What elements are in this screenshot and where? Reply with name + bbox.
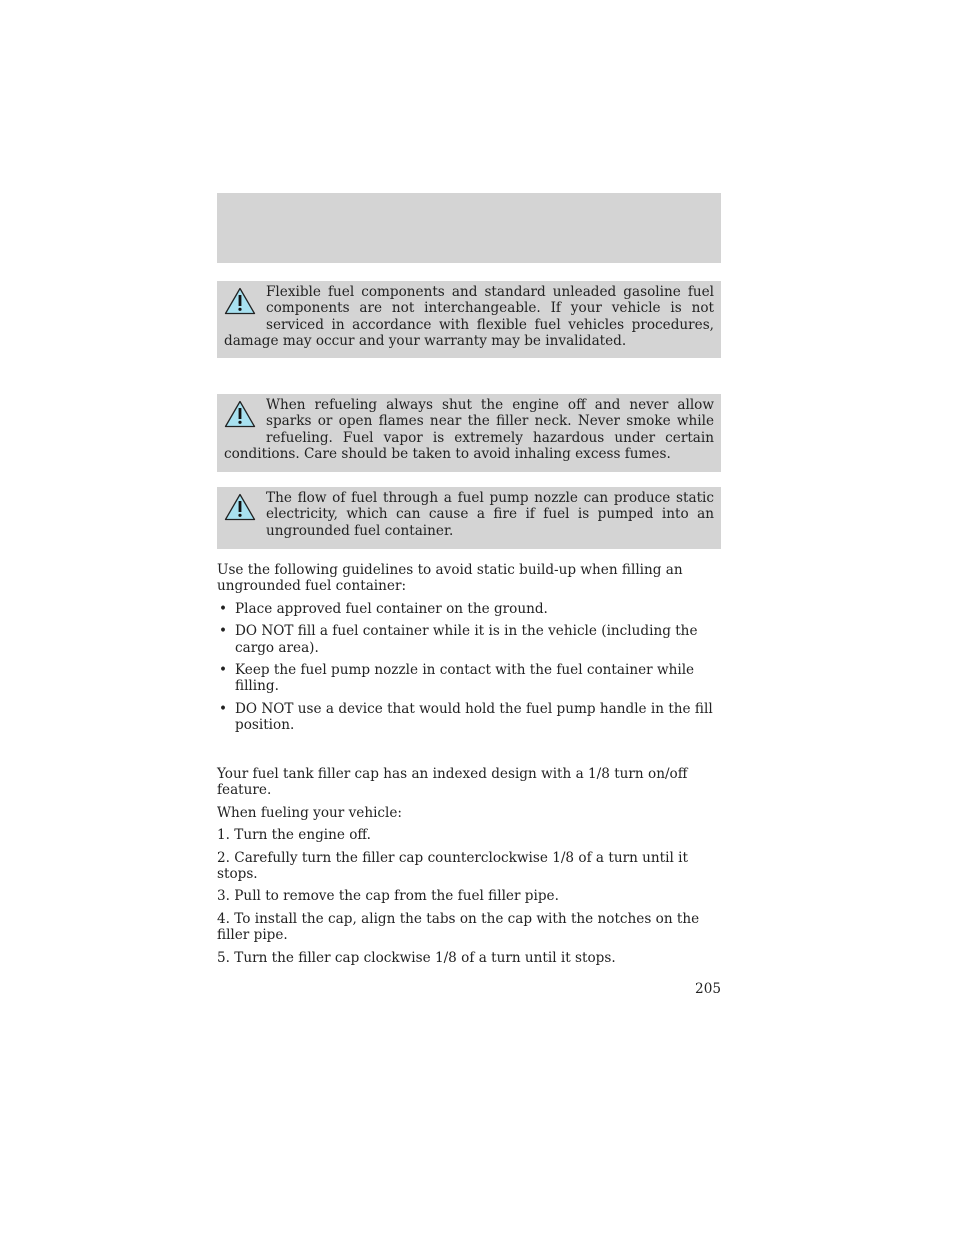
warning-triangle-icon xyxy=(224,493,256,523)
step-item: 3. Pull to remove the cap from the fuel filler pipe. xyxy=(217,888,559,905)
warning-text: The flow of fuel through a fuel pump nozzle can produce static electricity, which can cause a fire if fuel is pumped into an ungrounded fuel container. xyxy=(266,490,714,539)
step-item: 1. Turn the engine off. xyxy=(217,827,371,844)
warning-box-static xyxy=(217,487,721,549)
section-header-band xyxy=(217,193,721,263)
warning-triangle-icon xyxy=(224,287,256,317)
step-item: 5. Turn the filler cap clockwise 1/8 of a turn until it stops. xyxy=(217,949,616,966)
static-guidelines-section xyxy=(217,562,721,740)
static-intro: Use the following guidelines to avoid static build-up when filling an ungrounded fuel container: xyxy=(217,562,683,595)
filler-cap-intro: Your fuel tank filler cap has an indexed design with a 1/8 turn on/off feature. xyxy=(217,766,688,799)
step-item: 2. Carefully turn the filler cap counterclockwise 1/8 of a turn until it stops. xyxy=(217,849,688,883)
static-bullet-list xyxy=(217,601,721,734)
list-item: • DO NOT use a device that would hold the fuel pump handle in the fill position. xyxy=(219,700,713,734)
warning-text: When refueling always shut the engine off and never allow sparks or open flames near the filler neck. Never smoke while refueling. Fuel vapor is extremely hazardous under certain conditions. Care should be taken to avoid inhaling excess fumes. xyxy=(224,397,714,463)
list-item: • Place approved fuel container on the ground. xyxy=(219,600,548,617)
filler-cap-section xyxy=(217,766,721,972)
page-number: 205 xyxy=(695,981,721,997)
filler-cap-lead: When fueling your vehicle: xyxy=(217,804,403,821)
step-item: 4. To install the cap, align the tabs on the cap with the notches on the filler pipe. xyxy=(217,910,700,944)
warning-box-refueling xyxy=(217,394,721,472)
list-item: • Keep the fuel pump nozzle in contact with the fuel container while filling. xyxy=(219,662,695,695)
list-item: • DO NOT fill a fuel container while it is in the vehicle (including the cargo area). xyxy=(219,623,698,656)
warning-text: Flexible fuel components and standard unleaded gasoline fuel components are not interchangeable. If your vehicle is not serviced in accordance with flexible fuel vehicles procedures, damage may occur and your warranty may be invalidated. xyxy=(224,284,714,350)
warning-box-flexible-fuel xyxy=(217,281,721,358)
warning-triangle-icon xyxy=(224,400,256,430)
